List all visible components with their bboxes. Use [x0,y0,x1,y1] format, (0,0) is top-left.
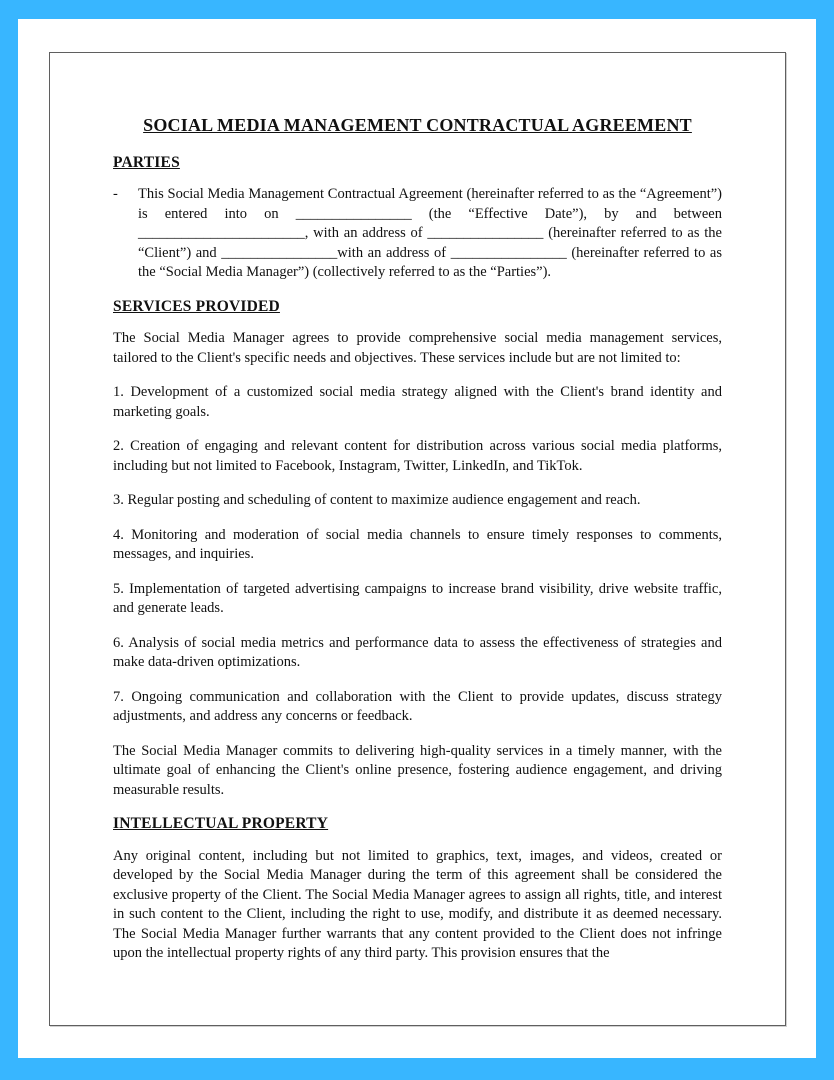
services-item-1: 1. Development of a customized social media strategy aligned with the Client's brand identity and marketing goals. [113,384,722,420]
services-intro-paragraph: The Social Media Manager agrees to provide comprehensive social media management services, tailored to the Client's specific needs and objectives. These services include but are not limited to: [113,330,722,366]
section-heading-services-provided: SERVICES PROVIDED [113,297,280,315]
document-border-box [49,52,786,1026]
services-item-7: 7. Ongoing communication and collaboration with the Client to provide updates, discuss strategy adjustments, and address any concerns or feedback. [113,688,722,725]
document-title: SOCIAL MEDIA MANAGEMENT CONTRACTUAL AGREEMENT [143,115,692,135]
services-item-2: 2. Creation of engaging and relevant content for distribution across various social media platforms, including but not limited to Facebook, Instagram, Twitter, LinkedIn, and TikTok. [113,438,722,474]
section-heading-parties: PARTIES [113,153,180,171]
intellectual-property-paragraph: Any original content, including but not limited to graphics, text, images, and videos, created or developed by the Social Media Manager during the term of this agreement shall be considered the exclusive property of the Client. The Social Media Manager agrees to assign all rights, title, and interest in such content to the Client, including the right to use, modify, and distribute it as deemed necessary. The Social Media Manager further warrants that any content provided to the Client does not infringe upon the intellectual property rights of any third party. This provision ensures that the [113,847,722,962]
section-services-provided [113,298,722,801]
services-item-5: 5. Implementation of targeted advertising campaigns to increase brand visibility, drive website traffic, and generate leads. [113,580,722,617]
bullet-dash-marker: - [113,186,118,203]
section-intellectual-property [113,815,722,964]
section-heading-intellectual-property: INTELLECTUAL PROPERTY [113,815,329,833]
services-item-6: 6. Analysis of social media metrics and performance data to assess the effectiveness of strategies and make data-driven optimizations. [113,634,722,671]
services-item-3: 3. Regular posting and scheduling of content to maximize audience engagement and reach. [113,492,641,509]
parties-bullet-item [113,185,722,283]
document-page [18,19,816,1058]
services-item-4: 4. Monitoring and moderation of social media channels to ensure timely responses to comments, messages, and inquiries. [113,526,722,563]
parties-paragraph: This Social Media Management Contractual Agreement (hereinafter referred to as the “Agreement”) is entered into on ________________ (the “Effective Date”), by and between _______________________, with an address of ________________ (hereinafter referred to as the “Client”) and ________________with an address of ________________ (hereinafter referred to as the “Social Media Manager”) (collectively referred to as the “Parties”). [138,186,722,281]
services-closing-paragraph: The Social Media Manager commits to delivering high-quality services in a timely manner, with the ultimate goal of enhancing the Client's online presence, fostering audience engagement, and driving measurable results. [113,742,722,798]
section-parties [113,154,722,283]
